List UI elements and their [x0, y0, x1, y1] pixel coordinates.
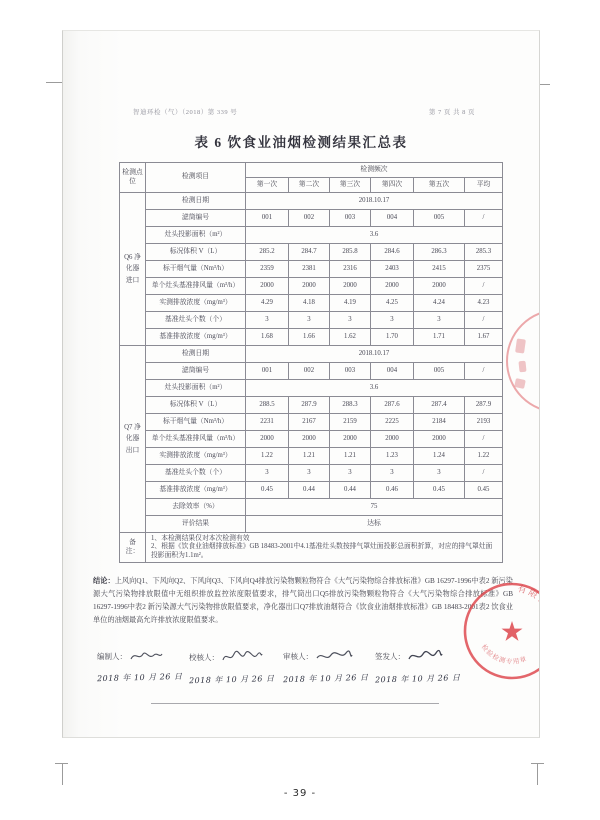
table-row: [120, 363, 503, 380]
remark-line: 2、根据《饮食业油烟排放标准》GB 18483-2001中4.1基准灶头数按排气罩灶面投影总面积折算，对应的排气罩灶面投影面积为1.1m²。: [151, 543, 493, 559]
row-value: 004: [371, 363, 414, 380]
table-row: [120, 499, 503, 516]
row-value: 2167: [289, 414, 330, 431]
table-row: [120, 227, 503, 244]
table-row: [120, 414, 503, 431]
row-value: 0.46: [371, 482, 414, 499]
row-span-value: 3.6: [246, 227, 503, 244]
row-value: 2193: [465, 414, 503, 431]
reviewer-date: 2018 年 10 月 26 日: [282, 673, 369, 685]
row-label: 灶头投影面积（m²）: [146, 380, 246, 397]
col-header-run-3: 第三次: [330, 178, 371, 193]
table-row: [120, 295, 503, 312]
row-value: 005: [414, 210, 465, 227]
row-label: 灶头投影面积（m²）: [146, 227, 246, 244]
row-value: 0.45: [246, 482, 289, 499]
row-value: 1.22: [465, 448, 503, 465]
row-label: 检测日期: [146, 193, 246, 210]
row-value: 002: [289, 210, 330, 227]
row-value: 001: [246, 210, 289, 227]
table-title: 表 6 饮食业油烟检测结果汇总表: [194, 135, 408, 150]
row-label: 标况体积 V（L）: [146, 244, 246, 261]
end-divider-line: [151, 703, 439, 704]
remark-line: 1、本检测结果仅对本次检测有效: [151, 535, 250, 542]
row-value: 002: [289, 363, 330, 380]
row-value: 003: [330, 210, 371, 227]
row-label: 检测日期: [146, 346, 246, 363]
row-value: 2225: [371, 414, 414, 431]
row-value: 4.25: [371, 295, 414, 312]
crop-mark-bottom-right: [531, 763, 544, 764]
table-row: [120, 397, 503, 414]
reviewer-label: 审核人：: [283, 652, 313, 662]
row-label: 基准灶头个数（个）: [146, 465, 246, 482]
row-value: 4.18: [289, 295, 330, 312]
row-label: 标干烟气量（Nm³/h）: [146, 261, 246, 278]
row-value: 2000: [289, 431, 330, 448]
results-table-body: [120, 193, 503, 563]
signature-block: [97, 649, 539, 685]
row-value: 3: [371, 465, 414, 482]
row-value: 0.44: [289, 482, 330, 499]
table-row: [120, 210, 503, 227]
row-value: 3: [371, 312, 414, 329]
row-value: 1.24: [414, 448, 465, 465]
row-value: /: [465, 363, 503, 380]
seal-top-arc-text: 有限公司: [516, 583, 558, 619]
page-number: - 39 -: [283, 788, 317, 799]
row-value: 1.21: [330, 448, 371, 465]
conclusion-label: 结论：: [93, 577, 115, 586]
signature-col-issuer: [375, 649, 485, 685]
row-span-value: 2018.10.17: [246, 346, 503, 363]
row-value: 285.8: [330, 244, 371, 261]
row-value: 285.3: [465, 244, 503, 261]
row-value: 1.71: [414, 329, 465, 346]
row-value: 1.23: [371, 448, 414, 465]
row-value: 286.3: [414, 244, 465, 261]
row-value: 287.9: [465, 397, 503, 414]
compiler-label: 编制人：: [97, 651, 127, 661]
row-value: 3: [246, 312, 289, 329]
seal-bottom-arc-text: 检验检测专用章: [479, 643, 529, 666]
row-value: 2159: [330, 414, 371, 431]
row-value: 288.3: [330, 397, 371, 414]
row-value: 2359: [246, 261, 289, 278]
table-row: [120, 261, 503, 278]
col-header-frequency: 检测频次: [246, 163, 503, 178]
crop-mark-bottom-left: [62, 763, 63, 785]
crop-mark-bottom-right: [537, 763, 538, 785]
table-row: [120, 482, 503, 499]
row-value: 3: [414, 465, 465, 482]
row-value: 1.66: [289, 329, 330, 346]
results-table: [119, 162, 503, 563]
table-row: [120, 244, 503, 261]
col-header-average: 平均: [465, 178, 503, 193]
row-label: 基准排放浓度（mg/m³）: [146, 482, 246, 499]
row-value: 4.19: [330, 295, 371, 312]
table-row: [120, 516, 503, 533]
row-value: 284.7: [289, 244, 330, 261]
stamp-ink-fragment: [514, 378, 526, 389]
checker-signature: [221, 649, 263, 665]
row-value: 3: [330, 465, 371, 482]
row-value: /: [465, 465, 503, 482]
row-label: 单个灶头基准排风量（m³/h）: [146, 278, 246, 295]
row-value: 288.5: [246, 397, 289, 414]
signature-col-reviewer: [283, 649, 375, 685]
conclusion-text: 上风向Q1、下风向Q2、下风向Q3、下风向Q4排放污染物颗粒物符合《大气污染物综合排放标准》GB 16297-1996中表2 新污染源大气污染物排放限值中无组织排放监控浓度限值要求，排气筒出口Q5排放污染物颗粒物符合《大气污染物综合排放标准》GB 16297-1996中表2 新污染源大气污染物排放限值要求，净化器出口Q7排放油烟符合《饮食业油烟排放标准》GB 18483-2001表2 饮食业单位的油烟最高允许排放浓度限值要求。: [93, 577, 513, 625]
signature-col-checker: [189, 649, 283, 685]
row-value: /: [465, 278, 503, 295]
row-value: 3: [330, 312, 371, 329]
row-value: 0.45: [465, 482, 503, 499]
document-header: [133, 107, 475, 116]
row-value: 3: [289, 312, 330, 329]
table-row: [120, 346, 503, 363]
row-value: 287.6: [371, 397, 414, 414]
row-label: 基准排放浓度（mg/m³）: [146, 329, 246, 346]
row-span-value: 3.6: [246, 380, 503, 397]
row-value: 1.68: [246, 329, 289, 346]
row-label: 单个灶头基准排风量（m³/h）: [146, 431, 246, 448]
issuer-label: 签发人：: [375, 652, 405, 662]
signature-col-compiler: [97, 649, 189, 685]
row-value: /: [465, 312, 503, 329]
row-label: 滤筒编号: [146, 363, 246, 380]
monitoring-point-cell: Q7 净化器出口: [120, 346, 146, 533]
row-value: 2415: [414, 261, 465, 278]
col-header-run-2: 第二次: [289, 178, 330, 193]
svg-text:有限公司: [516, 582, 558, 619]
reviewer-signature: [315, 649, 353, 664]
row-value: 005: [414, 363, 465, 380]
table-row: [120, 312, 503, 329]
row-label: 标干烟气量（Nm³/h）: [146, 414, 246, 431]
row-value: 2000: [414, 431, 465, 448]
compiler-date: 2018 年 10 月 26 日: [96, 672, 183, 684]
row-value: 1.21: [289, 448, 330, 465]
table-row: [120, 193, 503, 210]
row-value: 1.70: [371, 329, 414, 346]
summary-row-value: 75: [246, 499, 503, 516]
remark-text: [146, 533, 503, 563]
row-value: 285.2: [246, 244, 289, 261]
row-value: 2000: [246, 431, 289, 448]
col-header-point: 检测点位: [120, 163, 146, 193]
table-row: [120, 448, 503, 465]
row-value: 4.29: [246, 295, 289, 312]
table-row: [120, 465, 503, 482]
row-value: 2000: [246, 278, 289, 295]
row-value: 0.45: [414, 482, 465, 499]
row-label: 实测排放浓度（mg/m³）: [146, 295, 246, 312]
row-value: 287.4: [414, 397, 465, 414]
row-value: 1.62: [330, 329, 371, 346]
table-row: [120, 329, 503, 346]
table-row: [120, 533, 503, 563]
results-table-head: [120, 163, 503, 193]
row-value: 2184: [414, 414, 465, 431]
row-value: 0.44: [330, 482, 371, 499]
row-value: 284.6: [371, 244, 414, 261]
row-value: 1.67: [465, 329, 503, 346]
row-value: 2231: [246, 414, 289, 431]
row-value: 001: [246, 363, 289, 380]
stamp-ink-fragment: [518, 361, 526, 373]
row-label: 基准灶头个数（个）: [146, 312, 246, 329]
table-row: [120, 278, 503, 295]
row-value: 2000: [289, 278, 330, 295]
row-value: 003: [330, 363, 371, 380]
row-label: 实测排放浓度（mg/m³）: [146, 448, 246, 465]
paper-sheet: [62, 30, 558, 738]
row-value: 2403: [371, 261, 414, 278]
row-value: 004: [371, 210, 414, 227]
row-value: 2375: [465, 261, 503, 278]
stamp-ink-fragment: [515, 338, 526, 353]
row-value: 2000: [371, 278, 414, 295]
row-value: 3: [246, 465, 289, 482]
row-value: 2000: [330, 278, 371, 295]
col-header-run-1: 第一次: [246, 178, 289, 193]
table-header-row: [120, 163, 503, 178]
row-value: 1.22: [246, 448, 289, 465]
row-label: 滤筒编号: [146, 210, 246, 227]
row-value: 2316: [330, 261, 371, 278]
conclusion-paragraph: [93, 575, 513, 627]
row-value: 287.9: [289, 397, 330, 414]
row-value: 2000: [371, 431, 414, 448]
report-number: 智迪环检（气）（2018）第 339 号: [133, 109, 238, 116]
row-value: 2000: [330, 431, 371, 448]
row-value: 2000: [414, 278, 465, 295]
summary-row-label: 评价结果: [146, 516, 246, 533]
compiler-signature: [129, 649, 163, 663]
summary-row-label: 去除效率（%）: [146, 499, 246, 516]
row-value: 4.23: [465, 295, 503, 312]
row-value: /: [465, 431, 503, 448]
col-header-run-5: 第五次: [414, 178, 465, 193]
row-value: 4.24: [414, 295, 465, 312]
row-value: /: [465, 210, 503, 227]
monitoring-point-cell: Q6 净化器进口: [120, 193, 146, 346]
page-indicator: 第 7 页 共 8 页: [428, 109, 475, 116]
summary-row-value: 达标: [246, 516, 503, 533]
table-row: [120, 380, 503, 397]
edge-seam-stamp: [506, 309, 540, 413]
checker-date: 2018 年 10 月 26 日: [188, 674, 275, 686]
row-value: 3: [289, 465, 330, 482]
checker-label: 校核人：: [189, 652, 219, 662]
col-header-item: 检测项目: [146, 163, 246, 193]
row-value: 3: [414, 312, 465, 329]
remark-label: 备注：: [120, 533, 146, 563]
issuer-signature: [407, 649, 443, 664]
col-header-run-4: 第四次: [371, 178, 414, 193]
crop-mark-bottom-left: [55, 763, 68, 764]
table-row: [120, 431, 503, 448]
issuer-date: 2018 年 10 月 26 日: [374, 673, 461, 685]
row-value: 2381: [289, 261, 330, 278]
row-label: 标况体积 V（L）: [146, 397, 246, 414]
row-span-value: 2018.10.17: [246, 193, 503, 210]
